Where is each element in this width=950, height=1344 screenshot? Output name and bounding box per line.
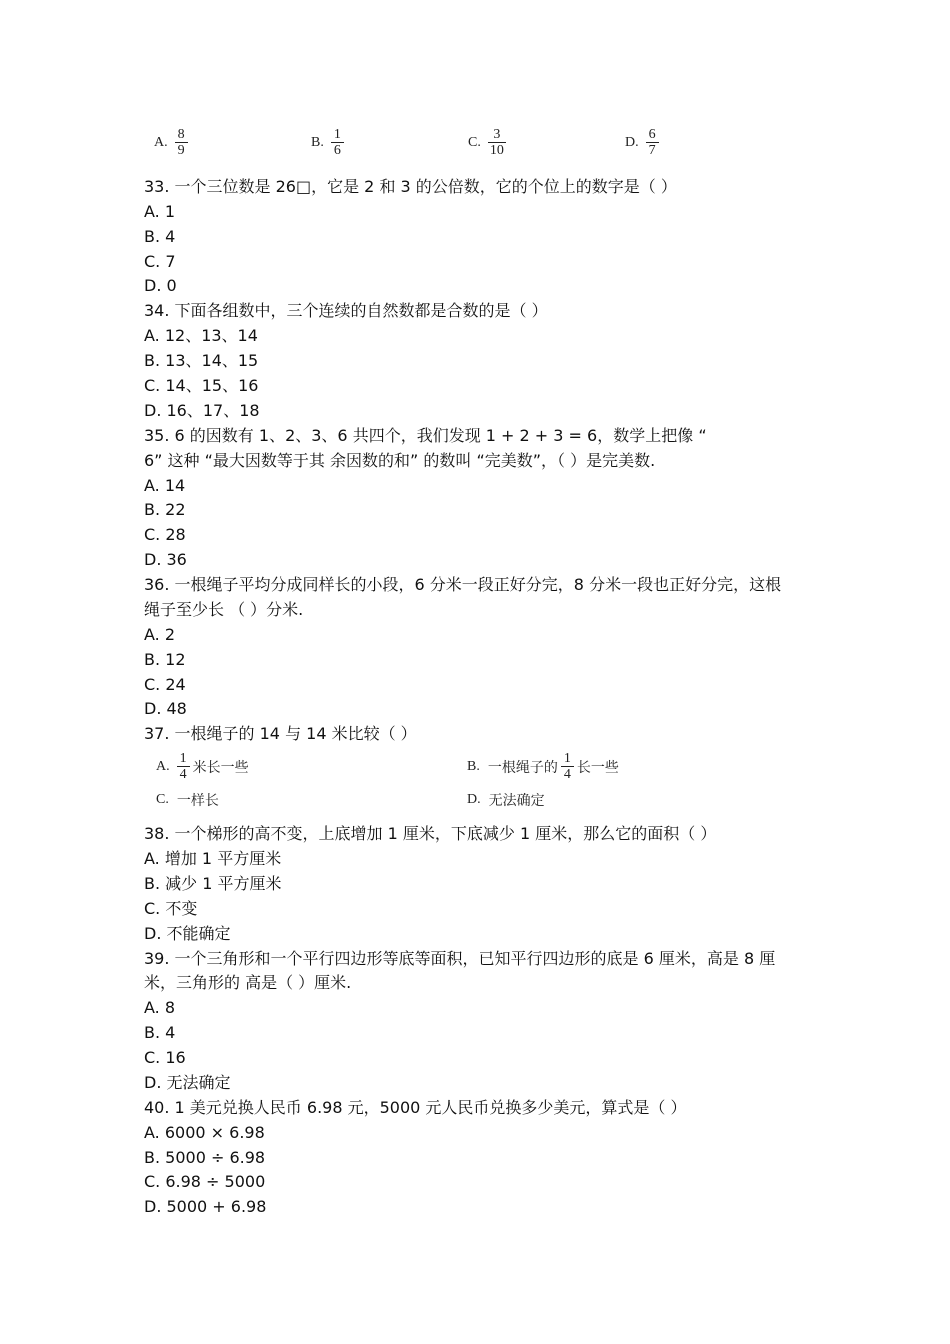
q40-option-b: B. 5000 ÷ 6.98 bbox=[144, 1148, 266, 1167]
q39-question-line2: 米，三角形的 高是（ ）厘米. bbox=[144, 973, 352, 992]
q39-option-a: A. 8 bbox=[144, 998, 176, 1017]
q38-option-a: A. 增加 1 平方厘米 bbox=[144, 849, 282, 868]
q40-option-a: A. 6000 × 6.98 bbox=[144, 1123, 265, 1142]
q33-question: 33. 一个三位数是 26□，它是 2 和 3 的公倍数，它的个位上的数字是（ ） bbox=[144, 177, 677, 196]
q37-option-c: C. 一样长 bbox=[156, 792, 219, 809]
q33-option-b: B. 4 bbox=[144, 227, 176, 246]
q36-question-line1: 36. 一根绳子平均分成同样长的小段，6 分米一段正好分完，8 分米一段也正好分完，这根 bbox=[144, 575, 782, 594]
q35-option-c: C. 28 bbox=[144, 525, 186, 544]
q38-option-c: C. 不变 bbox=[144, 899, 198, 918]
q37-option-d: D. 无法确定 bbox=[467, 792, 545, 809]
q34-option-b: B. 13、14、15 bbox=[144, 351, 259, 370]
q38-question: 38. 一个梯形的高不变，上底增加 1 厘米，下底减少 1 厘米，那么它的面积（ ） bbox=[144, 824, 717, 843]
q35-question-line1: 35. 6 的因数有 1、2、3、6 共四个，我们发现 1 + 2 + 3 = 6，数学上把像 “ bbox=[144, 426, 707, 445]
q32-option-a: A. $\frac{8}{9}$ bbox=[154, 128, 187, 157]
q32-option-b: B. $\frac{1}{6}$ bbox=[311, 128, 343, 157]
q34-option-c: C. 14、15、16 bbox=[144, 376, 259, 395]
q34-option-a: A. 12、13、14 bbox=[144, 326, 258, 345]
q37-option-b: B. 一根绳子的 $\frac{1}{4}$ 长一些 bbox=[467, 751, 619, 782]
q36-option-b: B. 12 bbox=[144, 650, 186, 669]
q33-option-d: D. 0 bbox=[144, 276, 177, 295]
q35-option-b: B. 22 bbox=[144, 500, 186, 519]
q39-option-b: B. 4 bbox=[144, 1023, 176, 1042]
q35-question-line2: 6” 这种 “最大因数等于其 余因数的和” 的数叫 “完美数”，（ ）是完美数. bbox=[144, 451, 656, 470]
q33-option-c: C. 7 bbox=[144, 252, 176, 271]
q35-option-d: D. 36 bbox=[144, 550, 187, 569]
q35-option-a: A. 14 bbox=[144, 476, 186, 495]
q36-option-c: C. 24 bbox=[144, 675, 186, 694]
q39-option-c: C. 16 bbox=[144, 1048, 186, 1067]
q33-option-a: A. 1 bbox=[144, 202, 176, 221]
q40-question: 40. 1 美元兑换人民币 6.98 元，5000 元人民币兑换多少美元，算式是（ ） bbox=[144, 1098, 687, 1117]
q36-option-d: D. 48 bbox=[144, 699, 187, 718]
q38-option-d: D. 不能确定 bbox=[144, 924, 231, 943]
q39-option-d: D. 无法确定 bbox=[144, 1073, 231, 1092]
q39-question-line1: 39. 一个三角形和一个平行四边形等底等面积，已知平行四边形的底是 6 厘米，高是 8 厘 bbox=[144, 949, 776, 968]
q36-question-line2: 绳子至少长 （ ）分米. bbox=[144, 600, 304, 619]
q40-option-d: D. 5000 + 6.98 bbox=[144, 1197, 267, 1216]
q34-option-d: D. 16、17、18 bbox=[144, 401, 260, 420]
q40-option-c: C. 6.98 ÷ 5000 bbox=[144, 1172, 266, 1191]
q34-question: 34. 下面各组数中，三个连续的自然数都是合数的是（ ） bbox=[144, 301, 548, 320]
q32-option-c: C. $\frac{3}{10}$ bbox=[468, 127, 504, 158]
q37-option-a: A. $\frac{1}{4}$ 米长一些 bbox=[156, 751, 249, 782]
q32-option-d: D. $\frac{6}{7}$ bbox=[625, 128, 658, 157]
q38-option-b: B. 减少 1 平方厘米 bbox=[144, 874, 282, 893]
q37-question: 37. 一根绳子的 14 与 14 米比较（ ） bbox=[144, 724, 417, 743]
q36-option-a: A. 2 bbox=[144, 625, 176, 644]
